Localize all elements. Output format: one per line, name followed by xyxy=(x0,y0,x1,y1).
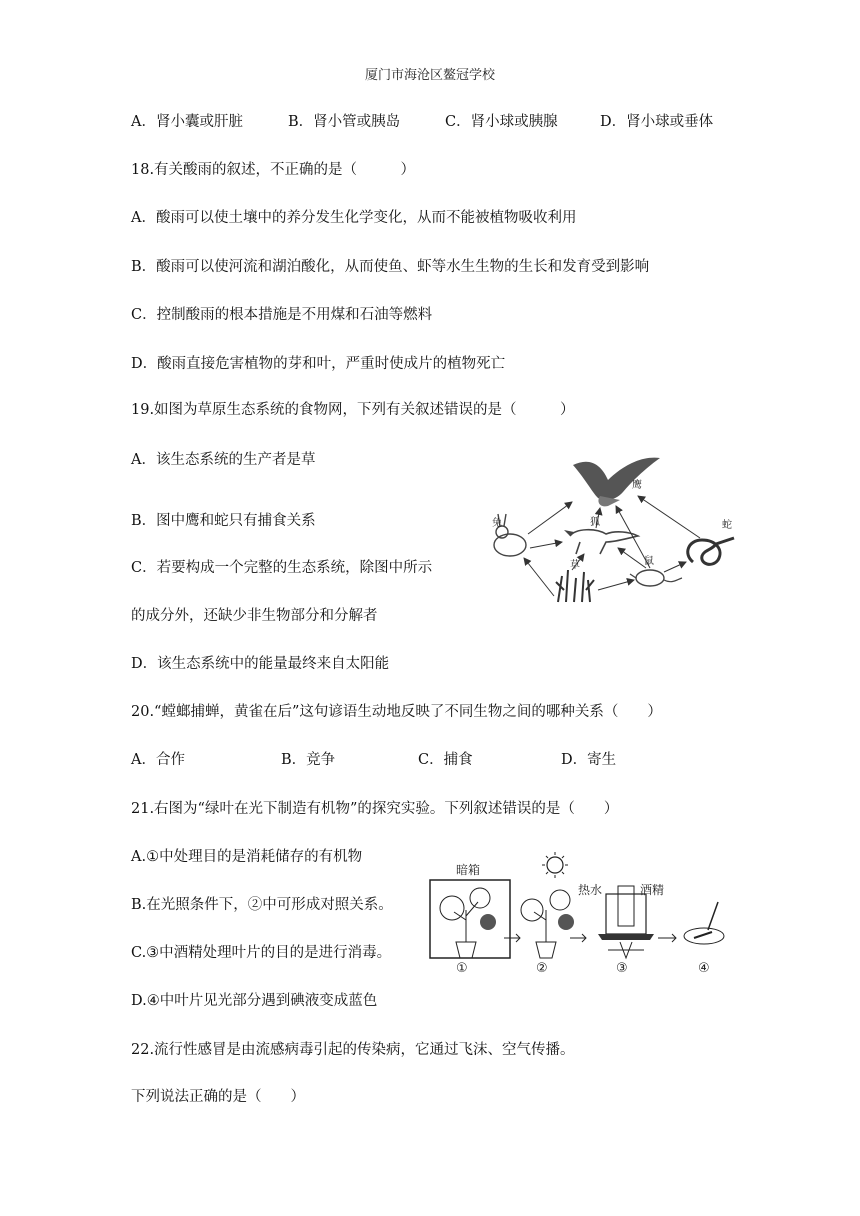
q21-option-b: B.在光照条件下，②中可形成对照关系。 xyxy=(131,897,393,913)
q18-stem: 18.有关酸雨的叙述，不正确的是（ ） xyxy=(131,162,416,178)
q20-option-a: A．合作 xyxy=(131,752,185,768)
experiment-figure xyxy=(420,850,730,975)
q19-option-c-line2: 的成分外，还缺少非生物部分和分解者 xyxy=(131,608,378,624)
plant-icon-2 xyxy=(521,890,574,958)
q19-option-a: A．该生态系统的生产者是草 xyxy=(131,452,316,468)
label-darkbox: 暗箱 xyxy=(456,863,481,877)
q21-stem: 21.右图为“绿叶在光下制造有机物”的探究实验。下列叙述错误的是（ ） xyxy=(131,801,619,817)
dark-box xyxy=(430,880,510,958)
q17-option-b: B．肾小管或胰岛 xyxy=(288,114,401,130)
label-step-4: ④ xyxy=(698,961,710,975)
q17-option-a: A．肾小囊或肝脏 xyxy=(131,114,243,130)
q22-stem-2: 下列说法正确的是（ ） xyxy=(131,1089,305,1105)
q17-option-c: C．肾小球或胰腺 xyxy=(445,114,558,130)
sun-icon xyxy=(542,852,568,878)
q17-option-d: D．肾小球或垂体 xyxy=(600,114,714,130)
label-fox: 狐 xyxy=(590,517,600,528)
petri-dish-icon xyxy=(684,902,724,944)
label-eagle: 鹰 xyxy=(632,480,642,491)
label-snake: 蛇 xyxy=(722,520,732,531)
q20-option-d: D．寄生 xyxy=(561,752,617,768)
label-alcohol: 酒精 xyxy=(640,883,665,897)
q19-option-c-line1: C．若要构成一个完整的生态系统，除图中所示 xyxy=(131,560,433,576)
grass-icon xyxy=(556,570,594,602)
q18-option-d: D．酸雨直接危害植物的芽和叶，严重时使成片的植物死亡 xyxy=(131,356,506,372)
page-header: 厦门市海沧区鳌冠学校 xyxy=(364,68,495,83)
label-step-1: ① xyxy=(456,961,468,975)
q21-option-c: C.③中酒精处理叶片的目的是进行消毒。 xyxy=(131,945,392,961)
q19-option-d: D．该生态系统中的能量最终来自太阳能 xyxy=(131,656,390,672)
q20-option-c: C．捕食 xyxy=(418,752,473,768)
fox-icon xyxy=(564,530,638,554)
q18-option-c: C．控制酸雨的根本措施是不用煤和石油等燃料 xyxy=(131,307,433,323)
label-rabbit: 兔 xyxy=(492,518,502,529)
q19-stem: 19.如图为草原生态系统的食物网，下列有关叙述错误的是（ ） xyxy=(131,402,575,418)
label-step-3: ③ xyxy=(616,961,628,975)
label-step-2: ② xyxy=(536,961,548,975)
snake-icon xyxy=(688,538,734,564)
q20-stem: 20.“螳螂捕蝉，黄雀在后”这句谚语生动地反映了不同生物之间的哪种关系（ ） xyxy=(131,704,662,720)
plant-icon-1 xyxy=(440,888,496,958)
q21-option-d: D.④中叶片见光部分遇到碘液变成蓝色 xyxy=(131,993,378,1009)
q21-option-a: A.①中处理目的是消耗储存的有机物 xyxy=(131,849,363,865)
eagle-icon xyxy=(573,458,660,507)
label-mouse: 鼠 xyxy=(644,556,654,567)
mouse-icon xyxy=(630,570,682,586)
q19-option-b: B．图中鹰和蛇只有捕食关系 xyxy=(131,513,316,529)
label-grass: 草 xyxy=(570,560,580,571)
q20-option-b: B．竞争 xyxy=(281,752,336,768)
q18-option-a: A．酸雨可以使土壤中的养分发生化学变化，从而不能被植物吸收利用 xyxy=(131,210,577,226)
q22-stem: 22.流行性感冒是由流感病毒引起的传染病，它通过飞沫、空气传播。 xyxy=(131,1042,575,1058)
q18-option-b: B．酸雨可以使河流和湖泊酸化，从而使鱼、虾等水生生物的生长和发育受到影响 xyxy=(131,259,650,275)
label-hot-water: 热水 xyxy=(578,883,603,897)
food-web-figure xyxy=(488,450,748,608)
